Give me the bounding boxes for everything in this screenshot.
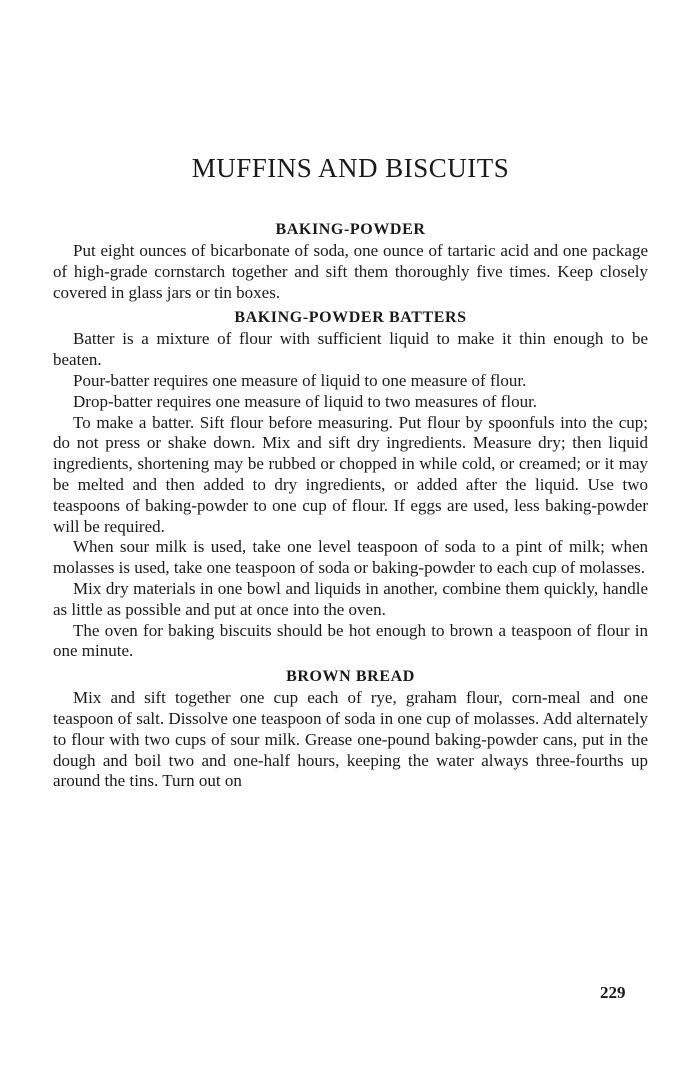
section-heading-baking-powder-batters: BAKING-POWDER BATTERS — [234, 309, 467, 327]
paragraph: Mix and sift together one cup each of rye, graham flour, corn-meal and one teaspoon of salt. Dissolve one teaspoon of soda in one cup of molasses. Add alternately to flour with two cups of sour milk. Grease one-pound baking-powder cans, put in the dough and boil two and one-half hours, keeping the water always three-fourths up around the tins. Turn out on — [53, 688, 648, 791]
paragraph: To make a batter. Sift flour before measuring. Put flour by spoonfuls into the cup; do not press or shake down. Mix and sift dry ingredients. Measure dry; then liquid ingredients, shortening may be rubbed or chopped in while cold, or creamed; or it may be melted and then added to dry ingredients, or added after the liquid. Use two teaspoons of baking-powder to one cup of flour. If eggs are used, less baking-powder will be required. — [53, 412, 648, 536]
page-number: 229 — [600, 983, 626, 1002]
paragraph: Pour-batter requires one measure of liquid to one measure of flour. — [73, 370, 527, 390]
section-heading-brown-bread: BROWN BREAD — [286, 668, 415, 686]
paragraph: Put eight ounces of bicarbonate of soda, one ounce of tartaric acid and one package of high-grade cornstarch together and sift them thoroughly five times. Keep closely covered in glass jars or tin boxes. — [53, 241, 648, 302]
paragraph: Mix dry materials in one bowl and liquids in another, combine them quickly, handle as little as possible and put at once into the oven. — [53, 578, 648, 619]
paragraph: Drop-batter requires one measure of liquid to two measures of flour. — [73, 391, 538, 411]
paragraph: The oven for baking biscuits should be hot enough to brown a teaspoon of flour in one minute. — [53, 620, 648, 661]
paragraph: Batter is a mixture of flour with sufficient liquid to make it thin enough to be beaten. — [53, 329, 648, 370]
page-body — [53, 219, 648, 792]
section-heading-baking-powder: BAKING-POWDER — [275, 221, 426, 238]
paragraph: When sour milk is used, take one level teaspoon of soda to a pint of milk; when molasses is used, take one teaspoon of soda or baking-powder to each cup of molasses. — [53, 537, 648, 578]
chapter-title: MUFFINS AND BISCUITS — [191, 153, 510, 183]
